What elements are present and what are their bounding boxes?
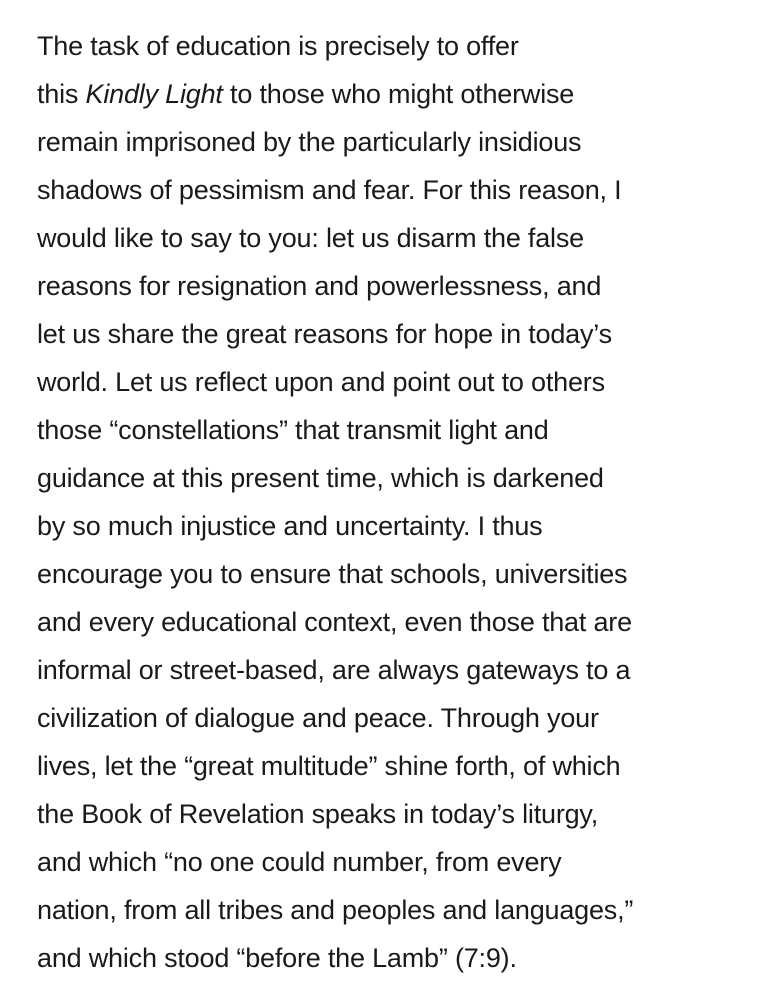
text-line: and which stood “before the Lamb” (7:9). — [37, 943, 517, 973]
text-segment: this — [37, 79, 86, 109]
text-line: and every educational context, even those that are — [37, 607, 632, 637]
text-line: those “constellations” that transmit light and — [37, 415, 549, 445]
text-line: and which “no one could number, from every — [37, 847, 562, 877]
text-line: informal or street-based, are always gateways to a — [37, 655, 631, 685]
text-line: shadows of pessimism and fear. For this reason, I — [37, 175, 622, 205]
text-line — [37, 70, 747, 118]
text-line: reasons for resignation and powerlessness, and — [37, 271, 602, 301]
text-line: encourage you to ensure that schools, universities — [37, 559, 628, 589]
text-line: the Book of Revelation speaks in today’s liturgy, — [37, 799, 599, 829]
article-paragraph — [37, 22, 747, 982]
text-line: civilization of dialogue and peace. Through your — [37, 703, 599, 733]
text-line: lives, let the “great multitude” shine forth, of which — [37, 751, 621, 781]
text-line: world. Let us reflect upon and point out to others — [37, 367, 605, 397]
text-line: guidance at this present time, which is darkened — [37, 463, 604, 493]
text-line: The task of education is precisely to offer — [37, 31, 519, 61]
text-line: let us share the great reasons for hope in today’s — [37, 319, 612, 349]
text-line: would like to say to you: let us disarm the false — [37, 223, 584, 253]
text-line: by so much injustice and uncertainty. I thus — [37, 511, 543, 541]
emphasized-title: Kindly Light — [85, 79, 223, 109]
text-line: remain imprisoned by the particularly insidious — [37, 127, 582, 157]
text-line: nation, from all tribes and peoples and languages,” — [37, 895, 634, 925]
text-segment: to those who might otherwise — [222, 79, 575, 109]
